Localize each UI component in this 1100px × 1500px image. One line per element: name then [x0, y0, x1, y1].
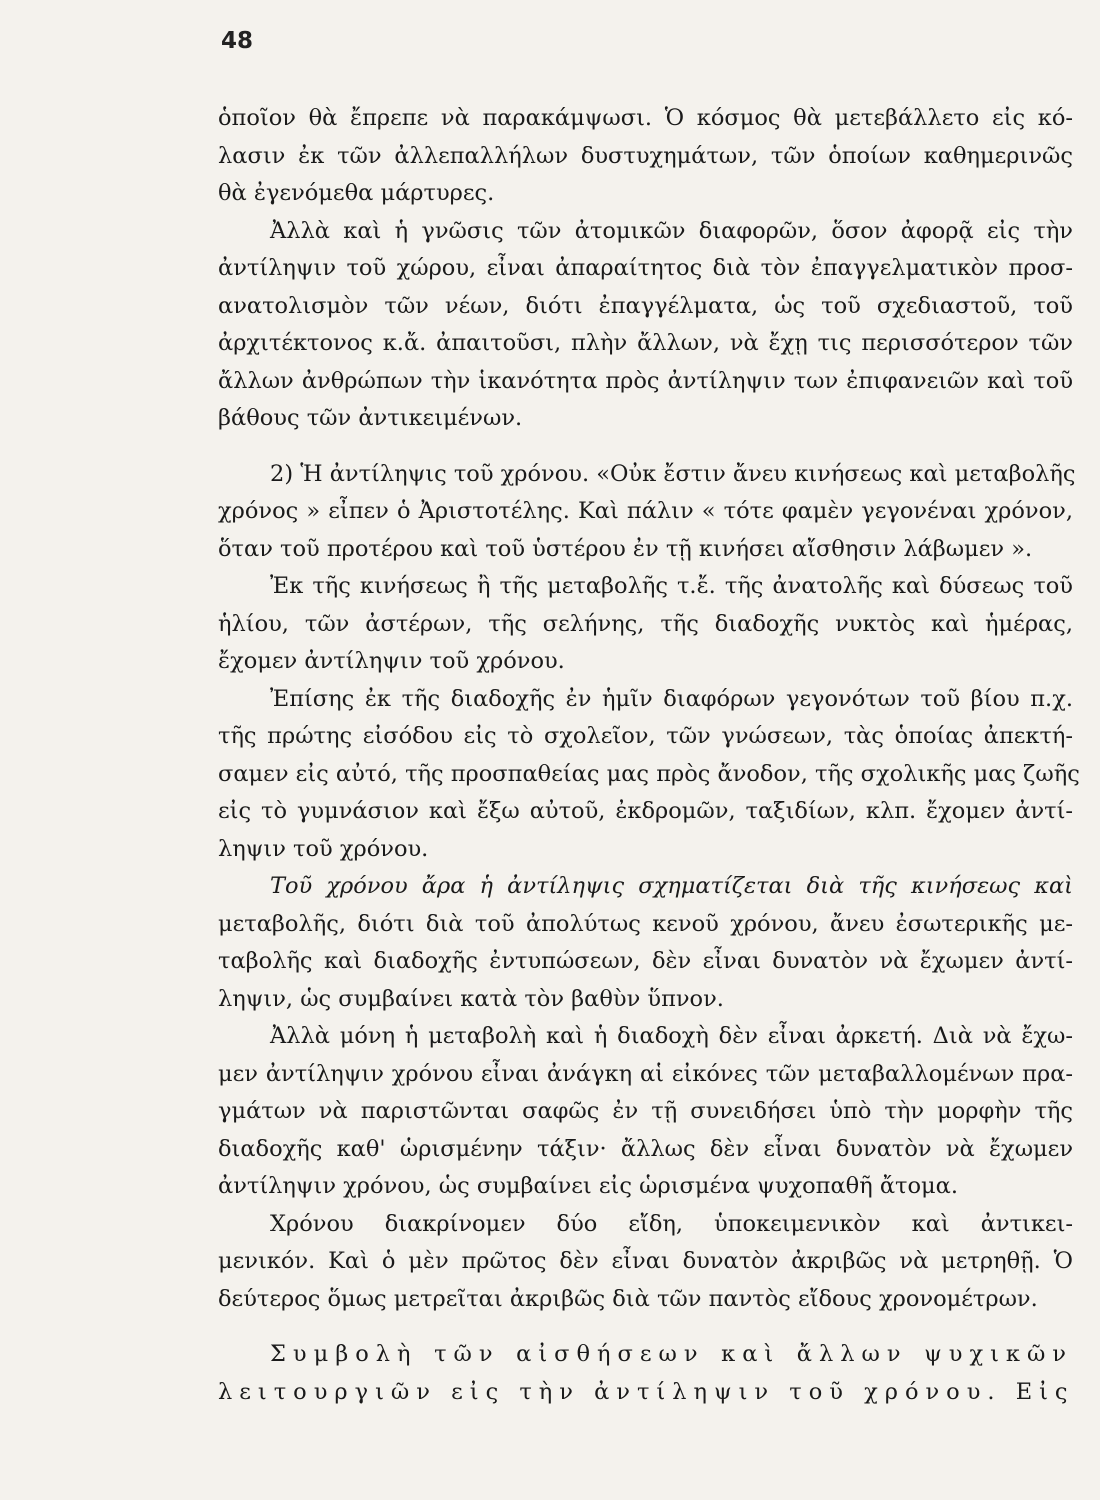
text-line: ανατολισμὸν τῶν νέων, διότι ἐπαγγέλματα, ὡς τοῦ σχεδιαστοῦ, τοῦ — [218, 292, 1073, 319]
text-line: Ἀλλὰ καὶ ἡ γνῶσις τῶν ἀτομικῶν διαφορῶν, ὅσον ἀφορᾷ εἰς τὴν — [270, 217, 1073, 244]
text-line: ἔχομεν ἀντίληψιν τοῦ χρόνου. — [218, 648, 565, 674]
paragraph-gap — [218, 438, 1073, 456]
text-line: Ἐπίσης ἐκ τῆς διαδοχῆς ἐν ἡμῖν διαφόρων γεγονότων τοῦ βίου π.χ. — [270, 685, 1073, 712]
text-line: ἀντίληψιν χρόνου, ὡς συμβαίνει εἰς ὡρισμένα ψυχοπαθῆ ἄτομα. — [218, 1173, 958, 1199]
text-line: Ἀλλὰ μόνη ἡ μεταβολὴ καὶ ἡ διαδοχὴ δὲν εἶναι ἀρκετή. Διὰ νὰ ἔχω- — [270, 1023, 1073, 1049]
text-line: ὅταν τοῦ προτέρου καὶ τοῦ ὑστέρου ἐν τῇ κινήσει αἴσθησιν λάβωμεν ». — [218, 535, 1033, 562]
text-line: ληψιν, ὡς συμβαίνει κατὰ τὸν βαθὺν ὕπνον. — [218, 985, 724, 1012]
text-line: γμάτων νὰ παριστῶνται σαφῶς ἐν τῇ συνειδήσει ὑπὸ τὴν μορφὴν τῆς — [218, 1098, 1073, 1124]
subheading-line: λειτουργιῶν εἰς τὴν ἀντίληψιν τοῦ χρόνου. Εἰς — [218, 1378, 1075, 1405]
page-number: 48 — [221, 28, 254, 54]
body-text — [218, 100, 1080, 1411]
text-line: μεν ἀντίληψιν χρόνου εἶναι ἀνάγκη αἱ εἰκόνες τῶν μεταβαλλομένων πρα- — [218, 1060, 1073, 1087]
text-line: ἀντίληψιν τοῦ χώρου, εἶναι ἀπαραίτητος διὰ τὸν ἐπαγγελματικὸν προσ- — [218, 255, 1073, 281]
text-line: ληψιν τοῦ χρόνου. — [218, 835, 429, 862]
text-line: ἡλίου, τῶν ἀστέρων, τῆς σελήνης, τῆς διαδοχῆς νυκτὸς καὶ ἡμέρας, — [218, 610, 1073, 637]
text-line: μενικόν. Καὶ ὁ μὲν πρῶτος δὲν εἶναι δυνατὸν ἀκριβῶς νὰ μετρηθῇ. Ὁ — [218, 1248, 1073, 1274]
text-line: βάθους τῶν ἀντικειμένων. — [218, 405, 523, 431]
text-line: διαδοχῆς καθ' ὡρισμένην τάξιν· ἄλλως δὲν εἶναι δυνατὸν νὰ ἔχωμεν — [218, 1135, 1073, 1162]
text-line: λασιν ἐκ τῶν ἀλλεπαλλήλων δυστυχημάτων, τῶν ὁποίων καθημερινῶς — [218, 142, 1073, 169]
text-line: χρόνος » εἶπεν ὁ Ἀριστοτέλης. Καὶ πάλιν « τότε φαμὲν γεγονέναι χρόνον, — [218, 498, 1073, 524]
text-line-italic: Τοῦ χρόνου ἄρα ἡ ἀντίληψις σχηματίζεται διὰ τῆς κινήσεως καὶ — [270, 873, 1073, 899]
text-line: μεταβολῆς, διότι διὰ τοῦ ἀπολύτως κενοῦ χρόνου, ἄνευ ἐσωτερικῆς με- — [218, 910, 1073, 937]
text-line: σαμεν εἰς αὐτό, τῆς προσπαθείας μας πρὸς ἄνοδον, τῆς σχολικῆς μας ζωῆς — [218, 760, 1080, 787]
paragraph-gap — [218, 1318, 1073, 1336]
text-line: Ἐκ τῆς κινήσεως ἢ τῆς μεταβολῆς τ.ἔ. τῆς ἀνατολῆς καὶ δύσεως τοῦ — [270, 573, 1073, 599]
text-line: τῆς πρώτης εἰσόδου εἰς τὸ σχολεῖον, τῶν γνώσεων, τὰς ὁποίας ἀπεκτή- — [218, 723, 1073, 749]
text-line: ἄλλων ἀνθρώπων τὴν ἱκανότητα πρὸς ἀντίληψιν των ἐπιφανειῶν καὶ τοῦ — [218, 367, 1073, 394]
section-heading-line: 2) Ἡ ἀντίληψις τοῦ χρόνου. «Οὐκ ἔστιν ἄνευ κινήσεως καὶ μεταβολῆς — [270, 460, 1076, 487]
subheading-line: Συμβολὴ τῶν αἰσθήσεων καὶ ἄλλων ψυχικῶν — [270, 1341, 1073, 1367]
text-line: ὁποῖον θὰ ἔπρεπε νὰ παρακάμψωσι. Ὁ κόσμος θὰ μετεβάλλετο εἰς κό- — [218, 105, 1073, 131]
text-line: εἰς τὸ γυμνάσιον καὶ ἔξω αὐτοῦ, ἐκδρομῶν, ταξιδίων, κλπ. ἔχομεν ἀντί- — [218, 798, 1073, 824]
text-line: θὰ ἐγενόμεθα μάρτυρες. — [218, 180, 495, 206]
text-line: δεύτερος ὅμως μετρεῖται ἀκριβῶς διὰ τῶν παντὸς εἴδους χρονομέτρων. — [218, 1285, 1038, 1312]
text-line: ἀρχιτέκτονος κ.ἄ. ἀπαιτοῦσι, πλὴν ἄλλων, νὰ ἔχῃ τις περισσότερον τῶν — [218, 330, 1073, 356]
text-line: ταβολῆς καὶ διαδοχῆς ἐντυπώσεων, δὲν εἶναι δυνατὸν νὰ ἔχωμεν ἀντί- — [218, 948, 1073, 974]
text-line: Χρόνου διακρίνομεν δύο εἴδη, ὑποκειμενικὸν καὶ ἀντικει- — [270, 1210, 1073, 1237]
